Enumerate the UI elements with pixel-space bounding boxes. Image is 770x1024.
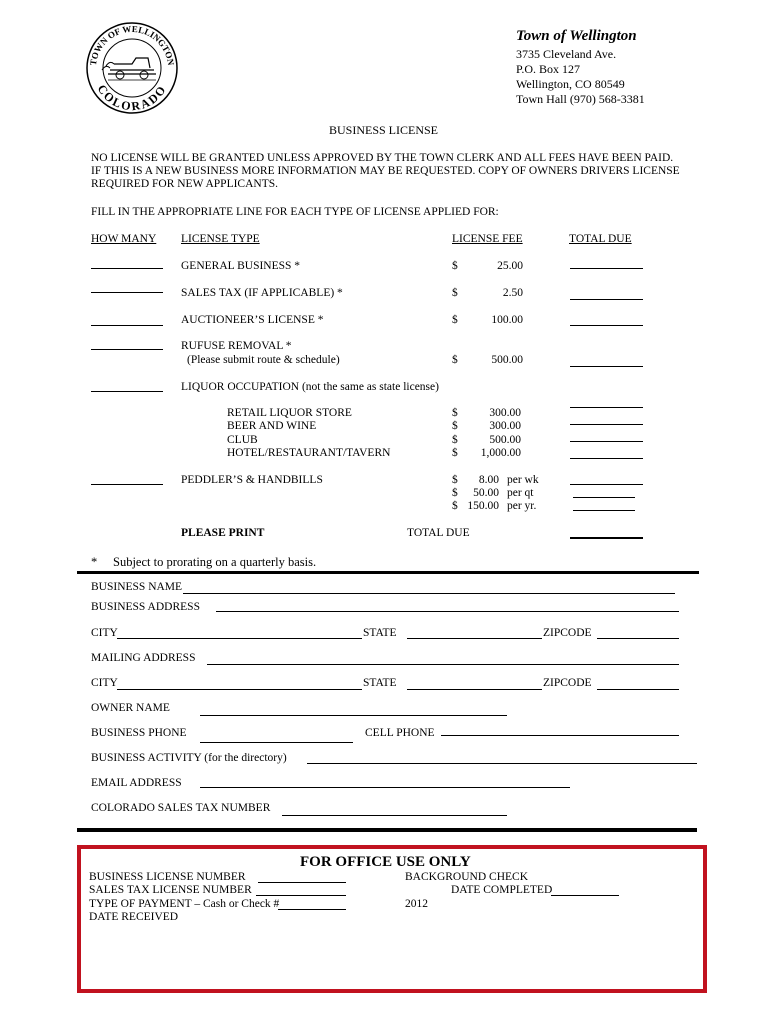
office-use-title: FOR OFFICE USE ONLY [300,854,471,870]
peddler-fee: 50.00 [473,487,499,499]
auctioneer-qty-field[interactable] [91,325,163,326]
peddler-total-field[interactable] [573,497,635,498]
liquor-item-total-field[interactable] [570,441,643,442]
liquor-occupation-label: LIQUOR OCCUPATION (not the same as state license) [181,381,439,393]
header-license-fee: LICENSE FEE [452,233,523,245]
form-title: BUSINESS LICENSE [329,123,439,137]
peddler-total-field[interactable] [573,510,635,511]
address-street: 3735 Cleveland Ave. [516,47,617,61]
business-name-field[interactable] [183,593,675,594]
svg-text:COLORADO: COLORADO [94,81,170,114]
currency-symbol: $ [452,287,458,299]
liquor-item-fee: 500.00 [489,434,521,446]
city-field[interactable] [117,638,362,639]
mailing-state-label: STATE [363,677,397,689]
city-label: CITY [91,627,118,639]
instruction: FILL IN THE APPROPRIATE LINE FOR EACH TYPE OF LICENSE APPLIED FOR: [91,206,499,218]
liquor-item-fee: 300.00 [489,407,521,419]
currency-symbol: $ [452,500,458,512]
prorate-note: Subject to prorating on a quarterly basis. [113,555,317,569]
currency-symbol: $ [452,354,458,366]
mailing-zipcode-field[interactable] [597,689,679,690]
currency-symbol: $ [452,487,458,499]
business-address-label: BUSINESS ADDRESS [91,601,200,613]
peddler-qty-field[interactable] [91,484,163,485]
refuse-removal-label: RUFUSE REMOVAL * [181,340,292,352]
email-label: EMAIL ADDRESS [91,777,182,789]
business-name-label: BUSINESS NAME [91,581,183,593]
colorado-tax-field[interactable] [282,815,507,816]
address-po-box: P.O. Box 127 [516,62,581,76]
background-check-label: BACKGROUND CHECK [405,871,528,883]
town-address [516,47,645,107]
state-field[interactable] [407,638,542,639]
peddler-period: per wk [507,474,539,486]
peddler-fee: 8.00 [478,474,499,486]
liquor-qty-field[interactable] [91,391,163,392]
business-activity-label: BUSINESS ACTIVITY (for the directory) [91,752,287,764]
general-business-fee: 25.00 [497,260,523,272]
currency-symbol: $ [452,260,458,272]
mailing-zipcode-label: ZIPCODE [543,677,592,689]
business-address-field[interactable] [216,611,679,612]
refuse-removal-fee: 500.00 [491,354,523,366]
currency-symbol: $ [452,434,458,446]
town-seal-logo [84,20,180,116]
header-license-type: LICENSE TYPE [181,233,260,245]
currency-symbol: $ [452,447,458,459]
svg-text:TOWN OF WELLINGTON: TOWN OF WELLINGTON [88,23,176,67]
mailing-state-field[interactable] [407,689,542,690]
notice-line-2: IF THIS IS A NEW BUSINESS MORE INFORMATION MAY BE REQUESTED. COPY OF OWNERS DRIVERS LICENSE [91,165,680,177]
sales-tax-fee: 2.50 [502,287,523,299]
section-divider [77,828,697,832]
license-number-field[interactable] [258,882,346,883]
grand-total-field[interactable] [570,537,643,539]
auctioneer-total-field[interactable] [570,325,643,326]
auctioneer-fee: 100.00 [491,314,523,326]
total-due-label: TOTAL DUE [407,527,470,539]
liquor-item-fee: 300.00 [489,420,521,432]
prorate-asterisk: * [91,555,98,569]
please-print-label: PLEASE PRINT [181,527,265,539]
refuse-removal-qty-field[interactable] [91,349,163,350]
liquor-item-total-field[interactable] [570,424,643,425]
liquor-item-label: CLUB [227,434,258,446]
notice-line-1: NO LICENSE WILL BE GRANTED UNLESS APPROVED BY THE TOWN CLERK AND ALL FEES HAVE BEEN PAID. [91,152,674,164]
header-how-many: HOW MANY [91,233,157,245]
check-number-field[interactable] [278,909,346,910]
section-divider [77,571,699,574]
general-business-qty-field[interactable] [91,268,163,269]
liquor-item-label: HOTEL/RESTAURANT/TAVERN [227,447,391,459]
mailing-city-label: CITY [91,677,118,689]
business-phone-label: BUSINESS PHONE [91,727,187,739]
currency-symbol: $ [452,314,458,326]
owner-name-label: OWNER NAME [91,702,170,714]
liquor-item-fee: 1,000.00 [480,447,521,459]
license-number-label: BUSINESS LICENSE NUMBER [89,871,246,883]
currency-symbol: $ [452,420,458,432]
sales-tax-number-label: SALES TAX LICENSE NUMBER [89,884,252,896]
cell-phone-label: CELL PHONE [365,727,435,739]
sales-tax-total-field[interactable] [570,299,643,300]
auctioneer-label: AUCTIONEER’S LICENSE * [181,314,324,326]
general-business-total-field[interactable] [570,268,643,269]
mailing-city-field[interactable] [117,689,362,690]
address-city: Wellington, CO 80549 [516,77,625,91]
peddler-fee: 150.00 [467,500,499,512]
sales-tax-number-field[interactable] [256,895,346,896]
colorado-tax-label: COLORADO SALES TAX NUMBER [91,802,271,814]
sales-tax-label: SALES TAX (IF APPLICABLE) * [181,287,343,299]
mailing-address-field[interactable] [207,664,679,665]
payment-type-label: TYPE OF PAYMENT – Cash or Check # [89,898,280,910]
refuse-removal-note: (Please submit route & schedule) [187,354,340,366]
liquor-item-total-field[interactable] [570,407,643,408]
town-name: Town of Wellington [516,28,637,44]
mailing-address-label: MAILING ADDRESS [91,652,196,664]
state-label: STATE [363,627,397,639]
peddler-period: per qt [507,487,534,499]
business-phone-field[interactable] [200,742,353,743]
header-total-due: TOTAL DUE [569,233,632,245]
date-completed-field[interactable] [551,895,619,896]
business-activity-field[interactable] [307,763,697,764]
zipcode-field[interactable] [597,638,679,639]
liquor-item-label: RETAIL LIQUOR STORE [227,407,352,419]
date-received-label: DATE RECEIVED [89,911,179,923]
peddler-total-field[interactable] [570,484,643,485]
cell-phone-field[interactable] [441,735,679,736]
refuse-removal-total-field[interactable] [570,366,643,367]
currency-symbol: $ [452,474,458,486]
currency-symbol: $ [452,407,458,419]
owner-name-field[interactable] [200,715,507,716]
town-hall-phone: Town Hall (970) 568-3381 [516,92,645,106]
notice-line-3: REQUIRED FOR NEW APPLICANTS. [91,178,278,190]
sales-tax-qty-field[interactable] [91,292,163,293]
peddler-label: PEDDLER’S & HANDBILLS [181,474,323,486]
liquor-item-label: BEER AND WINE [227,420,317,432]
peddler-period: per yr. [507,500,537,512]
date-completed-label: DATE COMPLETED [451,884,553,896]
liquor-item-total-field[interactable] [570,458,643,459]
email-field[interactable] [200,787,570,788]
zipcode-label: ZIPCODE [543,627,592,639]
year-label: 2012 [405,898,428,910]
general-business-label: GENERAL BUSINESS * [181,260,301,272]
